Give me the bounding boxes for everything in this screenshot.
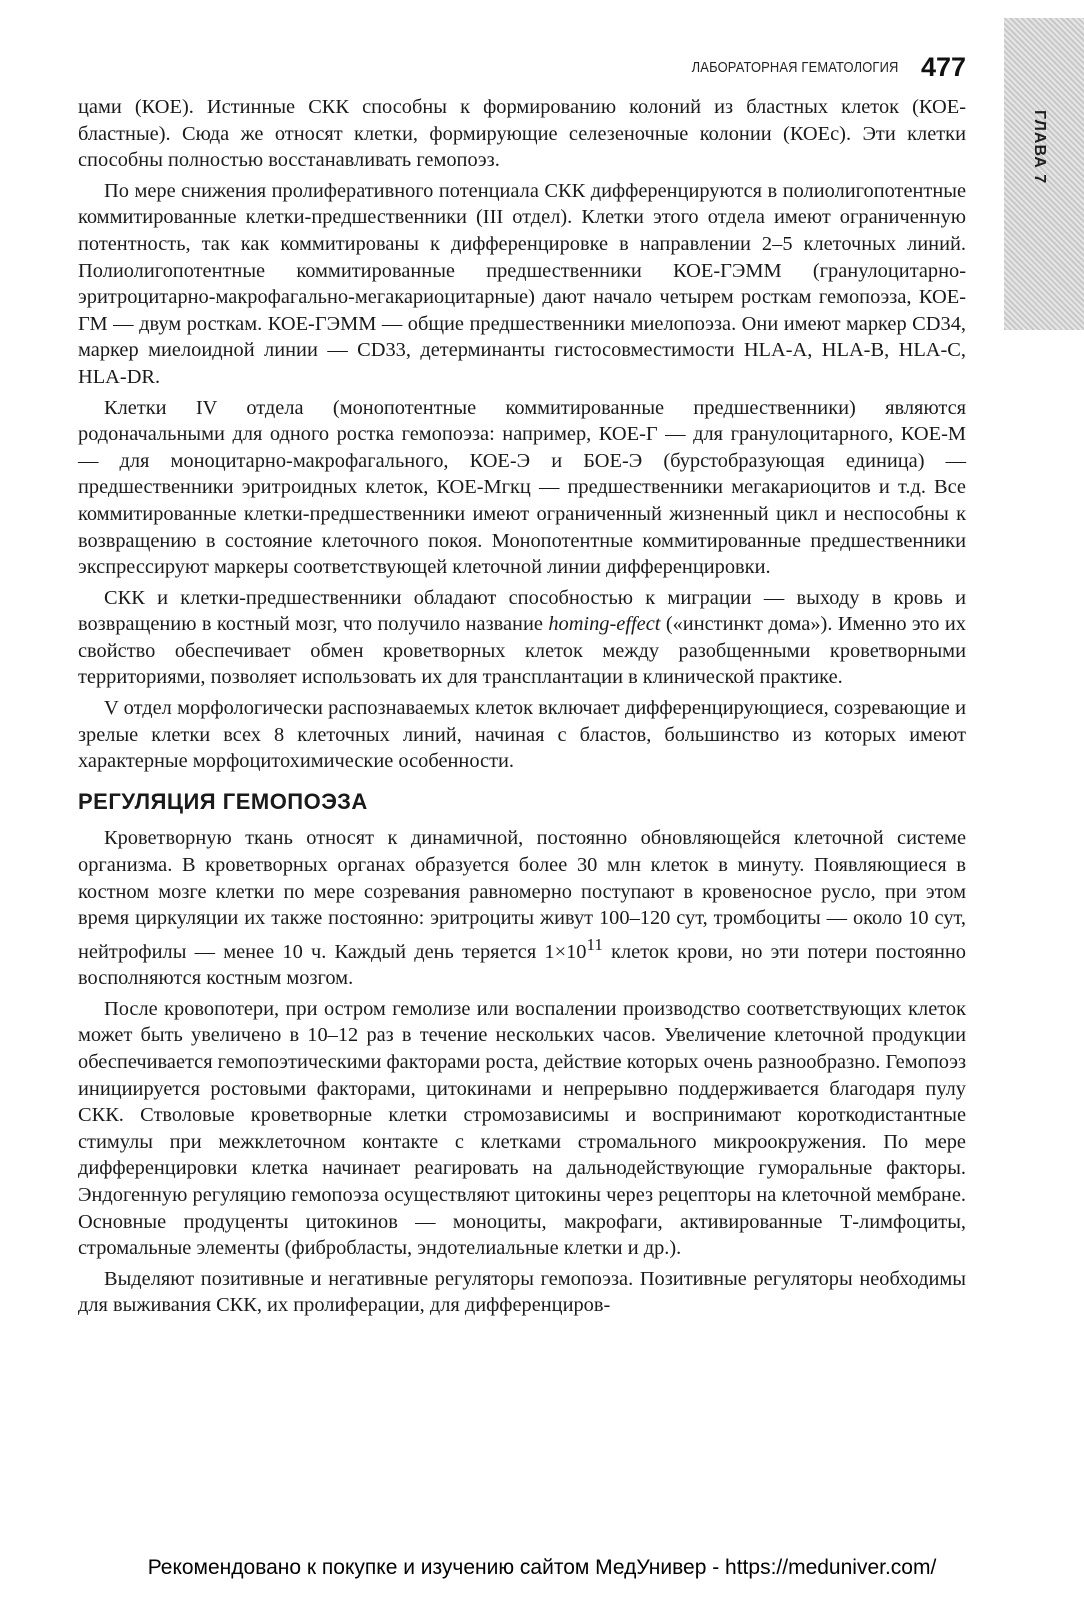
exponent: 11 bbox=[586, 934, 603, 954]
paragraph-1: цами (КОЕ). Истинные СКК способны к формированию колоний из бластных клеток (КОЕ-бластные). Сюда же относят клетки, формирующие селезеночные колонии (КОЕс). Эти клетки способны полностью восстанавливать гемопоэз. bbox=[78, 96, 966, 172]
section-title: ЛАБОРАТОРНАЯ ГЕМАТОЛОГИЯ bbox=[692, 58, 899, 76]
paragraph-4-end: («инстинкт дома»). Именно это их свойство обеспечивает обмен кроветворных клеток между разобщенными кроветворными территориями, позволяет использовать их для трансплантации в клинической практике. bbox=[78, 613, 966, 689]
paragraph-8: Выделяют позитивные и негативные регуляторы гемопоэза. Позитивные регуляторы необходимы для выживания СКК, их пролиферации, для дифференциров- bbox=[78, 1267, 966, 1317]
homing-effect-term: homing-effect bbox=[548, 613, 661, 636]
running-head bbox=[620, 50, 966, 84]
paragraph-2: По мере снижения пролиферативного потенциала СКК дифференцируются в полиолигопотентные коммитированные клетки-предшественники (III отдел). Клетки этого отдела имеют ограниченную потентность, так как коммитированы к дифференцировке в направлении 2–5 клеточных линий. Полиолигопотентные коммитированные предшественники КОЕ-ГЭММ (гранулоцитарно-эритроцитарно-макрофагально-мегакариоцитарные) дают начало четырем росткам гемопоэза, КОЕ-ГМ — двум росткам. КОЕ-ГЭММ — общие предшественники миелопоэза. Они имеют маркер CD34, маркер миелоидной линии — CD33, детерминанты гистосовместимости HLA-A, HLA-B, HLA-C, HLA-DR. bbox=[78, 179, 966, 388]
page-number: 477 bbox=[920, 51, 966, 82]
paragraph-6-end: клеток крови, но эти потери постоянно восполняются костным мозгом. bbox=[78, 940, 966, 990]
paragraph-4 bbox=[78, 585, 966, 691]
chapter-tab-label: ГЛАВА 7 bbox=[1031, 110, 1048, 185]
paragraph-6 bbox=[78, 825, 966, 991]
paragraph-3: Клетки IV отдела (монопотентные коммитированные предшественники) являются родоначальными для одного ростка гемопоэза: например, КОЕ-Г — для гранулоцитарного, КОЕ-М — для моноцитарно-макрофагального, КОЕ-Э и БОЕ-Э (бурстобразующая единица) — предшественники эритроидных клеток, КОЕ-Мгкц — предшественники мегакариоцитов и т.д. Все коммитированные клетки-предшественники имеют ограниченный жизненный цикл и неспособны к возвращению в состояние клеточного покоя. Монопотентные коммитированные предшественники экспрессируют маркеры соответствующей клеточной линии дифференцировки. bbox=[78, 396, 966, 579]
paragraph-7: После кровопотери, при остром гемолизе или воспалении производство соответствующих клеток может быть увеличено в 10–12 раз в течение нескольких часов. Увеличение клеточной продукции обеспечивается гемопоэтическими факторами роста, действие которых очень разнообразно. Гемопоэз инициируется ростовыми факторами, цитокинами и непрерывно поддерживается благодаря пулу СКК. Стволовые кроветворные клетки стромозависимы и воспринимают короткодистантные стимулы при межклеточном контакте с клетками стромального микроокружения. По мере дифференцировки клетка начинает реагировать на дальнодействующие гуморальные факторы. Эндогенную регуляцию гемопоэза осуществляют цитокины через рецепторы на клеточной мембране. Основные продуценты цитокинов — моноциты, макрофаги, активированные Т-лимфоциты, стромальные элементы (фибробласты, эндотелиальные клетки и др.). bbox=[78, 997, 966, 1260]
section-heading: РЕГУЛЯЦИЯ ГЕМОПОЭЗА bbox=[78, 788, 368, 814]
body-text bbox=[78, 94, 966, 1319]
paragraph-6-start: Кроветворную ткань относят к динамичной, постоянно обновляющейся клеточной системе организма. В кроветворных органах образуется более 30 млн клеток в минуту. Появляющиеся в костном мозге клетки по мере созревания равномерно поступают в кровеносное русло, при этом время циркуляции их также постоянно: эритроциты живут 100–120 сут, тромбоциты — около 10 сут, нейтрофилы — менее 10 ч. Каждый день теряется 1×10 bbox=[78, 827, 966, 963]
chapter-tab bbox=[1004, 18, 1084, 330]
paragraph-4-start: СКК и клетки-предшественники обладают способностью к миграции — выходу в кровь и возвращению в костный мозг, что получило название bbox=[78, 586, 966, 636]
paragraph-5: V отдел морфологически распознаваемых клеток включает дифференцирующиеся, созревающие и зрелые клетки всех 8 клеточных линий, начиная с бластов, большинство из которых имеют характерные морфоцитохимические особенности. bbox=[78, 697, 966, 773]
footer-note: Рекомендовано к покупке и изучению сайтом МедУнивер - https://meduniver.com/ bbox=[147, 1556, 937, 1579]
